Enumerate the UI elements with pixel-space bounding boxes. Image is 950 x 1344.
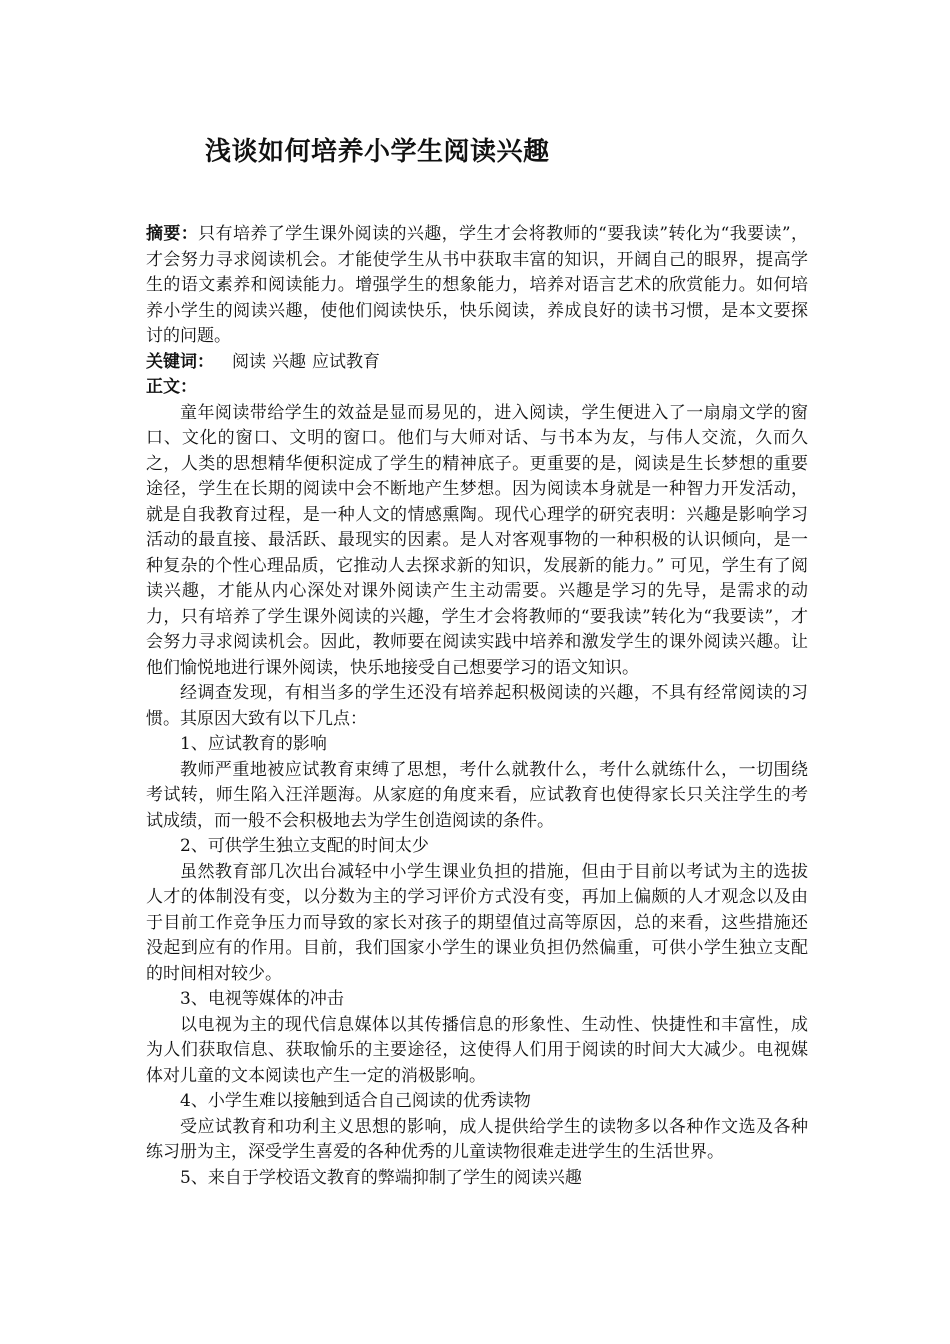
body-label: 正文： — [146, 377, 197, 397]
keyword: 兴趣 — [272, 351, 306, 372]
document-body — [146, 222, 808, 1191]
document-title: 浅谈如何培养小学生阅读兴趣 — [205, 137, 550, 167]
abstract-text: 只有培养了学生课外阅读的兴趣，学生才会将教师的“要我读”转化为“我要读”，才会努力寻求阅读机会。才能使学生从书中获取丰富的知识，开阔自己的眼界，提高学生的语文素养和阅读能力。增强学生的想象能力，培养对语言艺术的欣赏能力。如何培养小学生的阅读兴趣，使他们阅读快乐，快乐阅读，养成良好的读书习惯，是本文要探讨的问题。 — [146, 224, 808, 346]
paragraph: 受应试教育和功利主义思想的影响，成人提供给学生的读物多以各种作文选及各种练习册为主，深受学生喜爱的各种优秀的儿童读物很难走进学生的生活世界。 — [146, 1116, 808, 1162]
body-label-line — [146, 375, 808, 401]
section-heading: 3、电视等媒体的冲击 — [180, 989, 344, 1009]
section-heading: 5、来自于学校语文教育的弊端抑制了学生的阅读兴趣 — [180, 1167, 582, 1188]
paragraph: 以电视为主的现代信息媒体以其传播信息的形象性、生动性、快捷性和丰富性，成为人们获取信息、获取愉乐的主要途径，这使得人们用于阅读的时间大大减少。电视媒体对儿童的文本阅读也产生一定的消极影响。 — [146, 1014, 808, 1086]
keyword: 阅读 — [232, 351, 266, 372]
keywords-label: 关键词： — [146, 351, 214, 372]
section-heading: 1、应试教育的影响 — [180, 734, 327, 754]
abstract-label: 摘要： — [146, 224, 199, 244]
section-heading: 2、可供学生独立支配的时间太少 — [180, 836, 429, 856]
paragraph: 教师严重地被应试教育束缚了思想，考什么就教什么，考什么就练什么，一切围绕考试转，师生陷入汪洋题海。从家庭的角度来看，应试教育也使得家长只关注学生的考试成绩，而一般不会积极地去为学生创造阅读的条件。 — [146, 759, 808, 831]
abstract — [146, 222, 808, 350]
paragraph: 经调查发现，有相当多的学生还没有培养起积极阅读的兴趣，不具有经常阅读的习惯。其原因大致有以下几点： — [146, 683, 808, 729]
section-heading: 4、小学生难以接触到适合自己阅读的优秀读物 — [180, 1091, 531, 1111]
paragraph: 虽然教育部几次出台减轻中小学生课业负担的措施，但由于目前以考试为主的选拔人才的体制没有变，以分数为主的学习评价方式没有变，再加上偏颇的人才观念以及由于目前工作竞争压力而导致的家长对孩子的期望值过高等原因，总的来看，这些措施还没起到应有的作用。目前，我们国家小学生的课业负担仍然偏重，可供小学生独立支配的时间相对较少。 — [146, 861, 808, 984]
keywords-line — [146, 350, 808, 376]
paragraph: 童年阅读带给学生的效益是显而易见的，进入阅读，学生便进入了一扇扇文学的窗口、文化的窗口、文明的窗口。他们与大师对话、与书本为友，与伟人交流，久而久之，人类的思想精华便积淀成了学生的精神底子。更重要的是，阅读是生长梦想的重要途径，学生在长期的阅读中会不断地产生梦想。因为阅读本身就是一种智力开发活动，就是自我教育过程，是一种人文的情感熏陶。现代心理学的研究表明：兴趣是影响学习活动的最直接、最活跃、最现实的因素。是人对客观事物的一种积极的认识倾向，是一种复杂的个性心理品质，它推动人去探求新的知识，发展新的能力。” 可见，学生有了阅读兴趣，才能从内心深处对课外阅读产生主动需要。兴趣是学习的先导，是需求的动力，只有培养了学生课外阅读的兴趣，学生才会将教师的“要我读”转化为“我要读”，才会努力寻求阅读机会。因此，教师要在阅读实践中培养和激发学生的课外阅读兴趣。让他们愉悦地进行课外阅读，快乐地接受自己想要学习的语文知识。 — [146, 402, 808, 678]
keyword: 应试教育 — [312, 351, 380, 372]
